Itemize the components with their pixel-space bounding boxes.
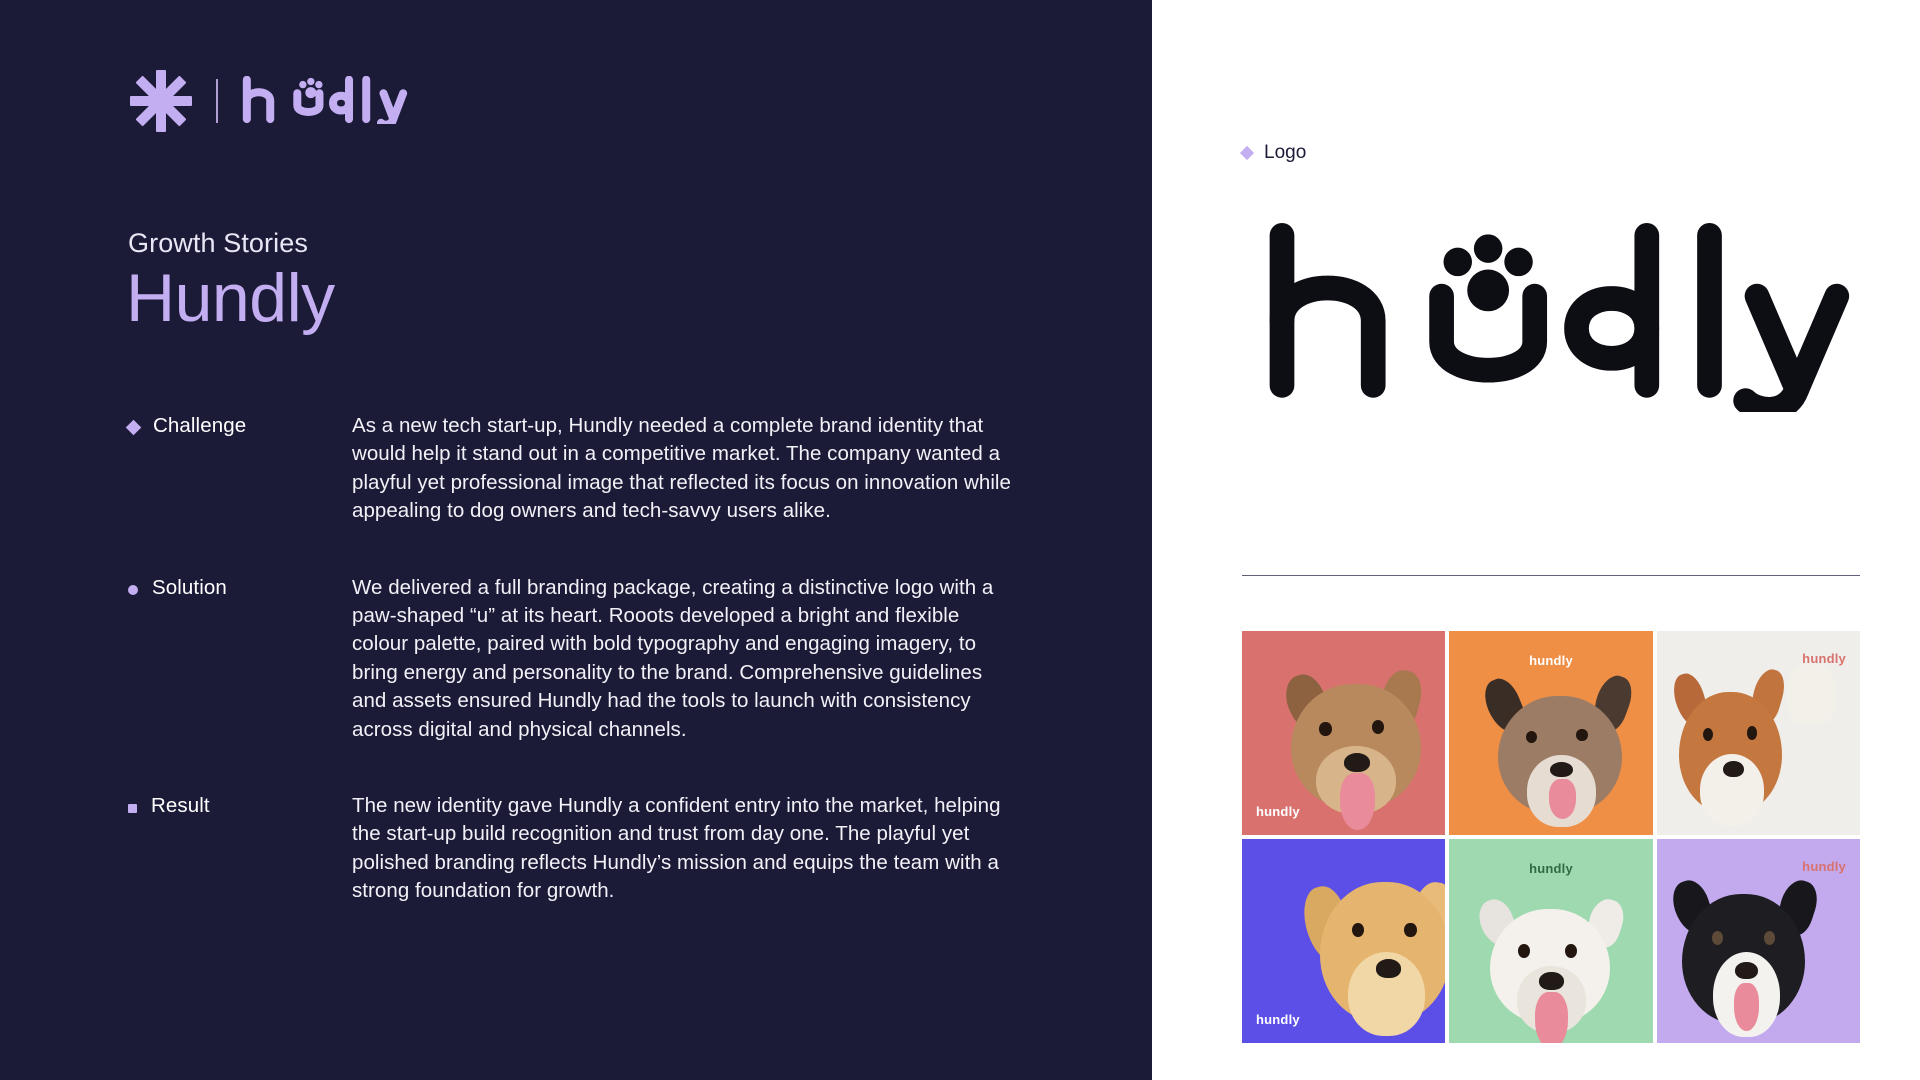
- square-bullet-icon: [128, 804, 137, 813]
- section-body: As a new tech start-up, Hundly needed a complete brand identity that would help it stand out in a competitive market. The company wanted a playful yet professional image that reflected its focus on innovation while appealing to dog owners and tech-savvy users alike.: [352, 414, 1011, 523]
- section-label: Challenge: [153, 414, 247, 437]
- dog-photo: [1303, 868, 1445, 1043]
- photo-tile: [1657, 839, 1860, 1043]
- tile-caption: hundly: [1256, 1012, 1300, 1027]
- logo-section-label: Logo: [1264, 142, 1307, 163]
- tile-caption: hundly: [1529, 861, 1573, 876]
- section-label-group: [128, 574, 352, 600]
- section-label-group: [128, 412, 352, 438]
- eyebrow-label: Growth Stories: [128, 228, 308, 258]
- photo-tile: [1449, 839, 1652, 1043]
- tile-caption: hundly: [1802, 859, 1846, 874]
- hundly-wordmark-small: [240, 76, 426, 126]
- diamond-bullet-icon: [126, 420, 142, 436]
- sections-list: [128, 412, 1048, 954]
- tile-caption: hundly: [1529, 653, 1573, 668]
- photo-tile: [1242, 839, 1445, 1043]
- rooots-asterisk-icon: [128, 68, 194, 134]
- right-panel: [1152, 0, 1920, 1080]
- tile-caption: hundly: [1256, 804, 1300, 819]
- section-body: We delivered a full branding package, creating a distinctive logo with a paw-shaped “u” at its heart. Rooots developed a bright and flexible colour palette, paired with bold typography and engaging imagery, to bring energy and personality to the brand. Comprehensive guidelines and assets ensured Hundly had the tools to launch with consistency across digital and physical channels.: [352, 575, 994, 741]
- dog-photo: [1482, 684, 1645, 835]
- hundly-wordmark-large: [1237, 222, 1897, 412]
- divider-rule: [1242, 575, 1860, 576]
- dog-paw: [1787, 664, 1836, 725]
- dog-photo: [1669, 880, 1828, 1043]
- section-solution: [128, 574, 1048, 744]
- section-label: Solution: [152, 575, 227, 599]
- logo-section-label-group: [1242, 142, 1306, 164]
- section-challenge: [128, 412, 1048, 526]
- photo-grid: [1242, 631, 1860, 1043]
- section-label-group: [128, 792, 352, 818]
- brand-divider: [216, 79, 218, 123]
- photo-tile: [1657, 631, 1860, 835]
- section-result: [128, 792, 1048, 906]
- tile-caption: hundly: [1802, 651, 1846, 666]
- diamond-bullet-icon: [1240, 146, 1254, 160]
- brand-lockup: [128, 68, 426, 134]
- section-body: The new identity gave Hundly a confident entry into the market, helping the start-up build recognition and trust from day one. The playful yet polished branding reflects Hundly’s mission and equips the team with a strong foundation for growth.: [352, 794, 1001, 903]
- circle-bullet-icon: [128, 585, 138, 595]
- photo-tile: [1242, 631, 1445, 835]
- dog-photo: [1478, 896, 1628, 1043]
- page-title: Hundly: [126, 260, 335, 336]
- photo-tile: [1449, 631, 1652, 835]
- section-label: Result: [151, 794, 210, 818]
